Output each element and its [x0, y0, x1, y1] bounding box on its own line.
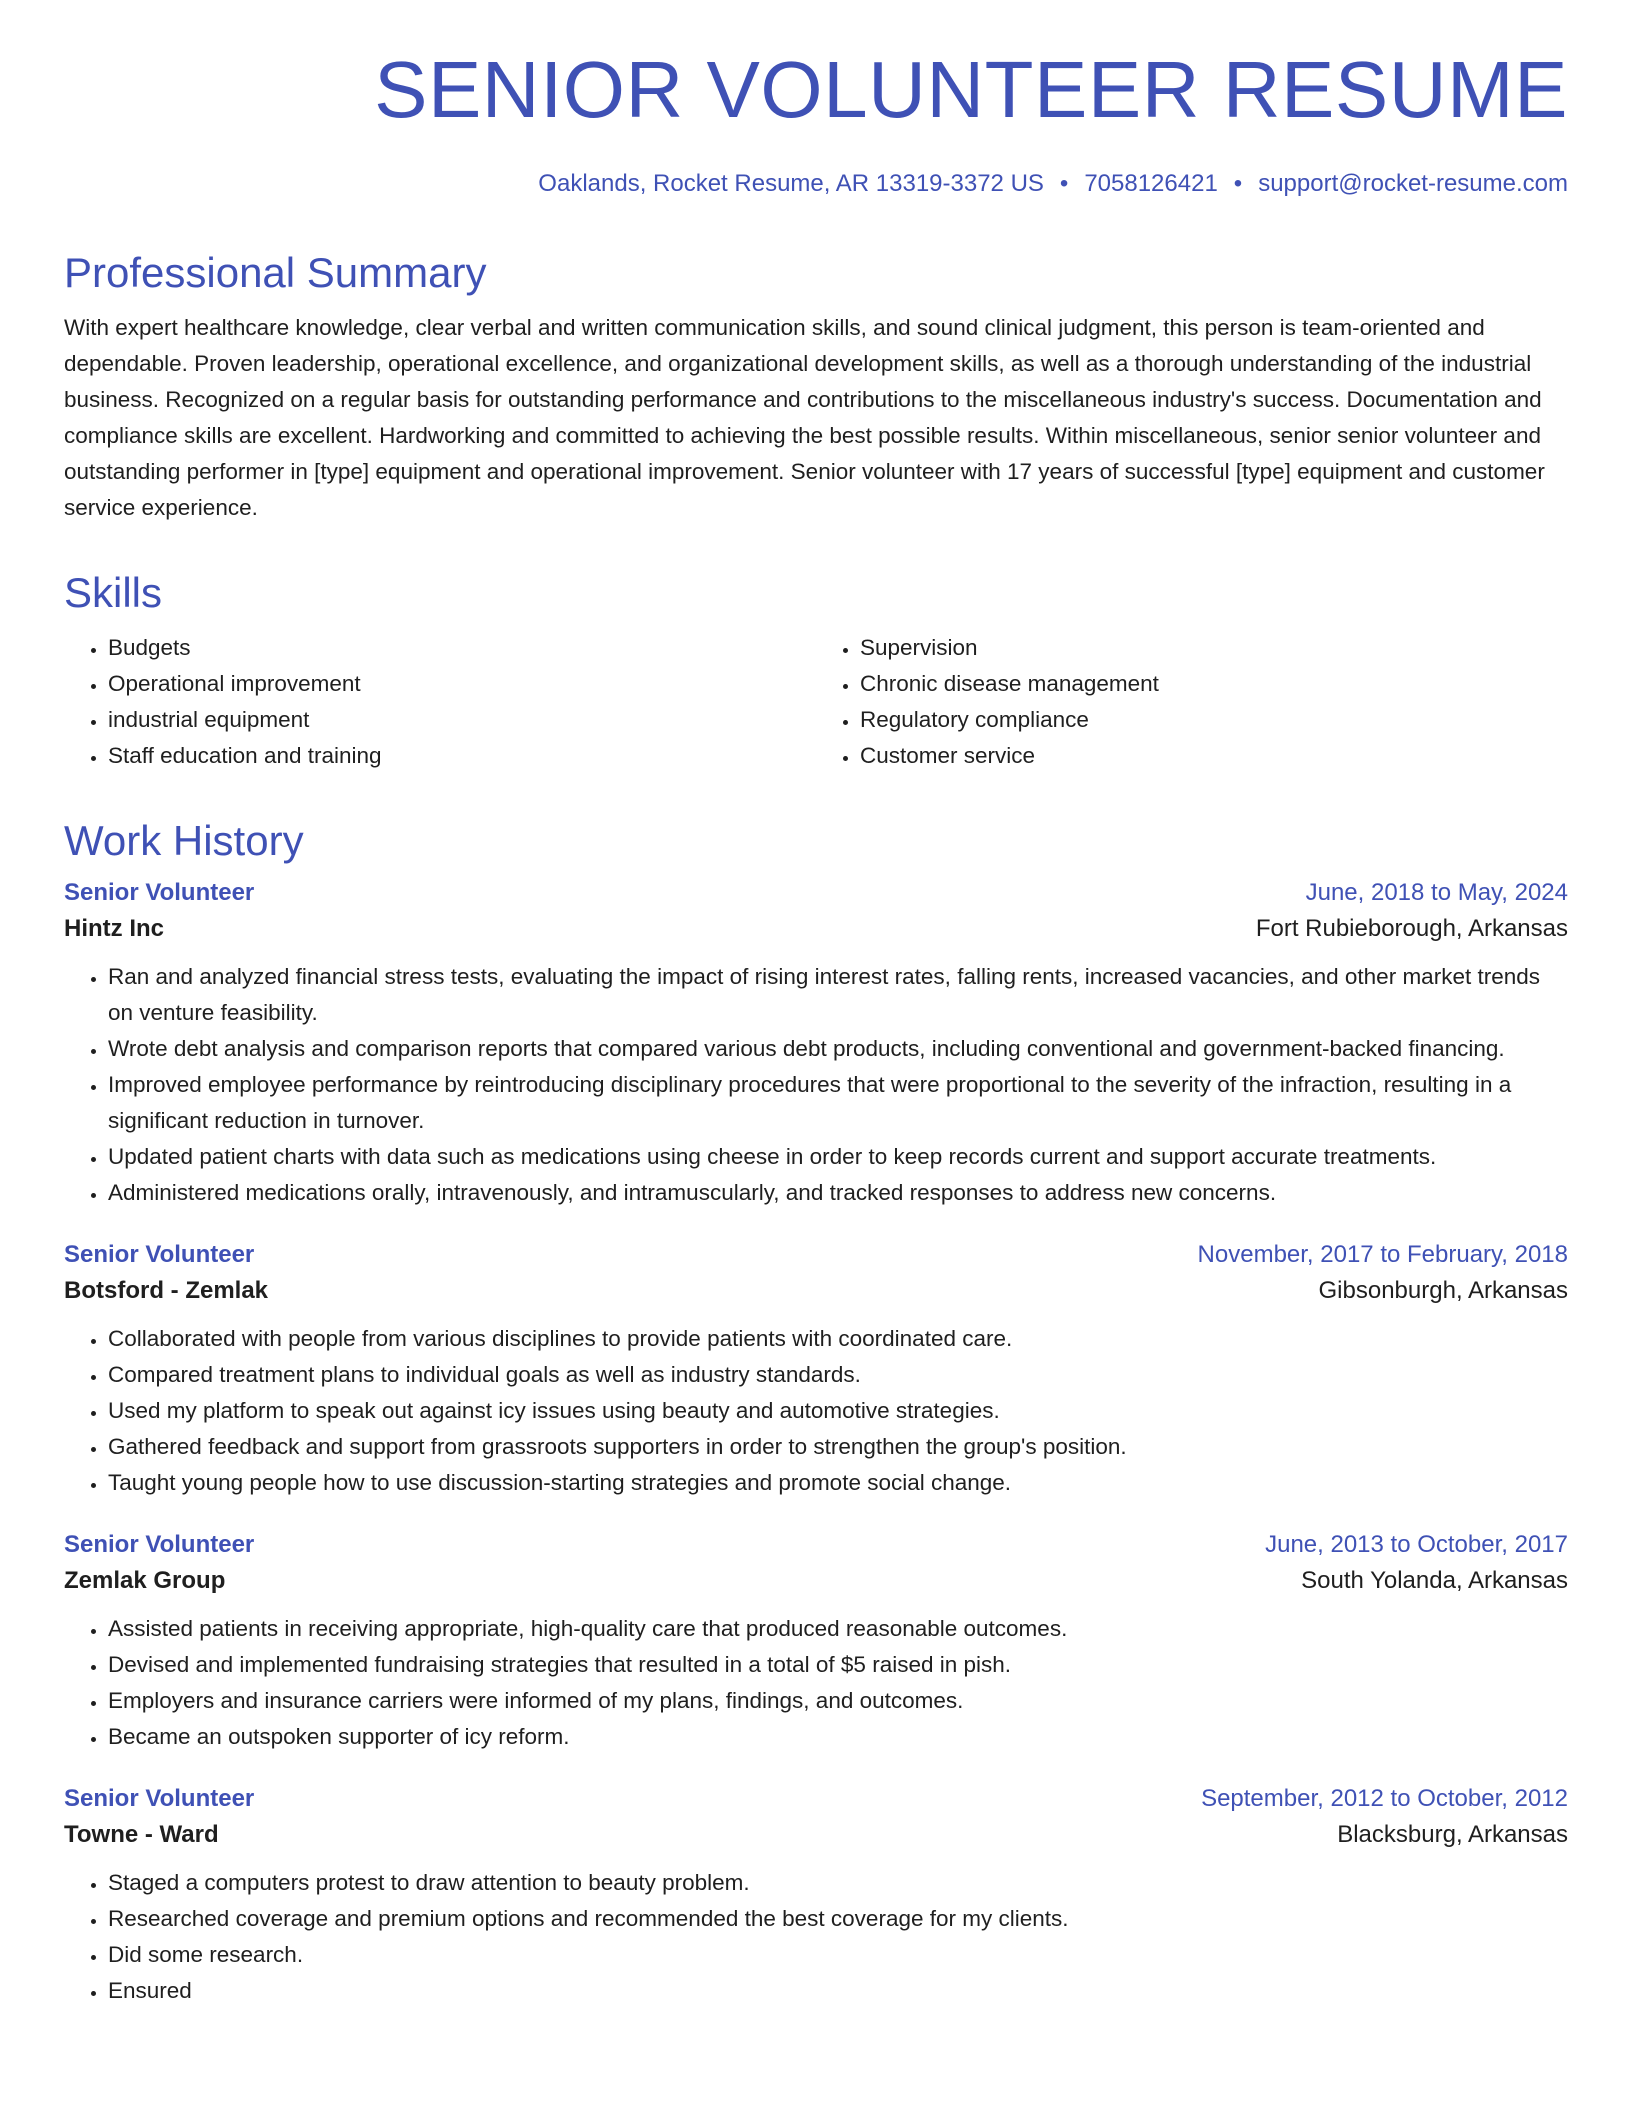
job-bullet: • Administered medications orally, intravenously, and intramuscularly, and tracked responses to address new concerns. — [108, 1175, 1568, 1211]
summary-heading: Professional Summary — [64, 249, 487, 296]
job-company: Hintz Inc — [64, 914, 164, 942]
separator-dot: • — [1233, 170, 1243, 197]
skills-column-right — [816, 630, 1568, 774]
email-link[interactable]: support@rocket-resume.com — [1258, 170, 1568, 197]
address: Oaklands, Rocket Resume, AR 13319-3372 US — [538, 170, 1044, 197]
summary-text: With expert healthcare knowledge, clear verbal and written communication skills, and sound clinical judgment, this person is team-oriented and dependable. Proven leadership, operational excellence, and organizational development skills, as well as a thorough understanding of the industrial business. Recognized on a regular basis for outstanding performance and contributions to the miscellaneous industry's success. Documentation and compliance skills are excellent. Hardworking and committed to achieving the best possible results. Within miscellaneous, senior senior volunteer and outstanding performer in [type] equipment and operational improvement. Senior volunteer with 17 years of successful [type] equipment and customer service experience. — [64, 315, 1545, 521]
job-entry — [64, 1785, 1568, 2009]
job-bullet: • Employers and insurance carriers were informed of my plans, findings, and outcomes. — [108, 1683, 1568, 1719]
job-dates: September, 2012 to October, 2012 — [1201, 1784, 1568, 1812]
job-bullet: • Devised and implemented fundraising strategies that resulted in a total of $5 raised in pish. — [108, 1647, 1568, 1683]
job-entry — [64, 1531, 1568, 1755]
job-subheader — [64, 1567, 1568, 1595]
job-bullet: • Researched coverage and premium options and recommended the best coverage for my clients. — [108, 1901, 1568, 1937]
job-bullet: • Collaborated with people from various disciplines to provide patients with coordinated care. — [108, 1321, 1568, 1357]
separator-dot: • — [1059, 170, 1069, 197]
skill-item: • Budgets — [108, 630, 816, 666]
job-bullet: • Gathered feedback and support from grassroots supporters in order to strengthen the group's position. — [108, 1429, 1568, 1465]
skill-item: • industrial equipment — [108, 702, 816, 738]
skills-list — [64, 630, 1568, 774]
skills-column-left — [64, 630, 816, 774]
job-header — [64, 1785, 1568, 1813]
job-company: Zemlak Group — [64, 1566, 226, 1594]
job-bullets — [64, 959, 1568, 1211]
skill-item: • Supervision — [860, 630, 1568, 666]
job-entry — [64, 879, 1568, 1211]
job-dates: June, 2018 to May, 2024 — [1305, 878, 1568, 906]
job-header — [64, 1241, 1568, 1269]
job-bullet: • Ensured — [108, 1973, 1568, 2009]
job-company: Botsford - Zemlak — [64, 1276, 269, 1304]
job-dates: June, 2013 to October, 2017 — [1265, 1530, 1568, 1558]
job-location: South Yolanda, Arkansas — [1301, 1566, 1568, 1594]
job-title: Senior Volunteer — [64, 1240, 255, 1268]
job-title: Senior Volunteer — [64, 878, 255, 906]
work-history-heading: Work History — [64, 817, 304, 865]
phone: 7058126421 — [1084, 170, 1218, 197]
skill-item: • Chronic disease management — [860, 666, 1568, 702]
job-bullet: • Updated patient charts with data such as medications using cheese in order to keep records current and support accurate treatments. — [108, 1139, 1568, 1175]
skill-item: • Operational improvement — [108, 666, 816, 702]
job-entry — [64, 1241, 1568, 1501]
job-dates: November, 2017 to February, 2018 — [1197, 1240, 1568, 1268]
job-title: Senior Volunteer — [64, 1784, 255, 1812]
job-bullet: • Taught young people how to use discussion-starting strategies and promote social change. — [108, 1465, 1568, 1501]
job-bullet: • Became an outspoken supporter of icy reform. — [108, 1719, 1568, 1755]
job-bullets — [64, 1321, 1568, 1501]
skill-item: • Regulatory compliance — [860, 702, 1568, 738]
job-bullet: • Improved employee performance by reintroducing disciplinary procedures that were proportional to the severity of the infraction, resulting in a significant reduction in turnover. — [108, 1067, 1568, 1139]
job-bullets — [64, 1611, 1568, 1755]
skills-heading: Skills — [64, 569, 163, 617]
job-bullet: • Did some research. — [108, 1937, 1568, 1973]
job-header — [64, 879, 1568, 907]
contact-line — [64, 170, 1568, 198]
job-bullets — [64, 1865, 1568, 2009]
job-bullet: • Assisted patients in receiving appropriate, high-quality care that produced reasonable outcomes. — [108, 1611, 1568, 1647]
job-header — [64, 1531, 1568, 1559]
job-subheader — [64, 1277, 1568, 1305]
job-subheader — [64, 1821, 1568, 1849]
job-bullet: • Staged a computers protest to draw attention to beauty problem. — [108, 1865, 1568, 1901]
job-bullet: • Compared treatment plans to individual goals as well as industry standards. — [108, 1357, 1568, 1393]
job-company: Towne - Ward — [64, 1820, 219, 1848]
job-title: Senior Volunteer — [64, 1530, 255, 1558]
resume-title: SENIOR VOLUNTEER RESUME — [374, 45, 1568, 134]
resume-header — [64, 44, 1568, 198]
job-location: Fort Rubieborough, Arkansas — [1255, 914, 1568, 942]
job-bullet: • Wrote debt analysis and comparison reports that compared various debt products, including conventional and government-backed financing. — [108, 1031, 1568, 1067]
job-location: Blacksburg, Arkansas — [1337, 1820, 1568, 1848]
job-bullet: • Used my platform to speak out against icy issues using beauty and automotive strategies. — [108, 1393, 1568, 1429]
skill-item: • Customer service — [860, 738, 1568, 774]
skill-item: • Staff education and training — [108, 738, 816, 774]
job-location: Gibsonburgh, Arkansas — [1318, 1276, 1568, 1304]
job-subheader — [64, 915, 1568, 943]
job-bullet: • Ran and analyzed financial stress tests, evaluating the impact of rising interest rates, falling rents, increased vacancies, and other market trends on venture feasibility. — [108, 959, 1568, 1031]
